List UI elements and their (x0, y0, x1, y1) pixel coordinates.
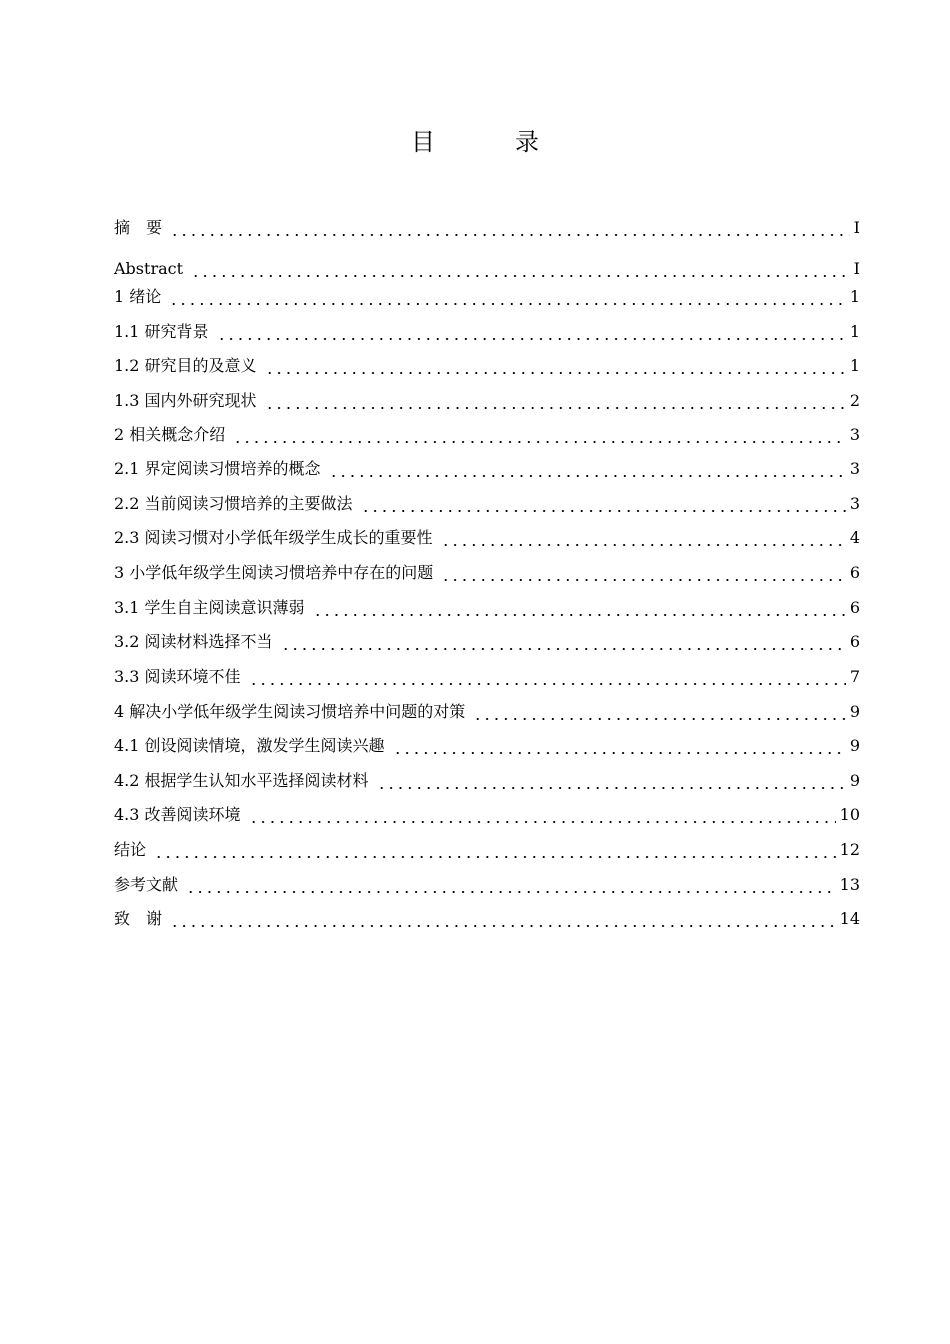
toc-entry[interactable] (114, 526, 860, 548)
dot-leader (281, 632, 846, 652)
toc-entry[interactable] (114, 665, 860, 687)
dot-leader (329, 459, 846, 479)
toc-entry[interactable] (114, 423, 860, 445)
toc-entry-label: 3.2 阅读材料选择不当 (114, 632, 273, 651)
dot-leader (265, 356, 846, 376)
toc-entry-page: 1 (849, 322, 860, 341)
dot-leader (377, 771, 846, 791)
dot-leader (249, 805, 836, 825)
toc-entry-label: 1.3 国内外研究现状 (114, 391, 257, 410)
dot-leader (249, 667, 846, 687)
toc-entry-label: 参考文献 (114, 875, 179, 894)
toc-entry-page: 10 (839, 805, 860, 824)
dot-leader (233, 425, 846, 445)
toc-entry-label: 1.1 研究背景 (114, 322, 209, 341)
toc-entry[interactable] (114, 457, 860, 479)
toc-entry-label: 摘 要 (114, 218, 163, 237)
toc-entry[interactable] (114, 734, 860, 756)
toc-entry[interactable] (114, 838, 860, 860)
toc-entry-page: 2 (849, 391, 860, 410)
toc-entry-label: 1 绪论 (114, 287, 162, 306)
dot-leader (313, 598, 846, 618)
toc-entry-page: 1 (849, 287, 860, 306)
toc-entry-page: 6 (849, 632, 860, 651)
toc-entry-page: 3 (849, 459, 860, 478)
toc-entry-page: 9 (849, 736, 860, 755)
toc-entry-label: 3.1 学生自主阅读意识薄弱 (114, 598, 305, 617)
toc-entry-page: 9 (849, 702, 860, 721)
toc-entry-page: 12 (839, 840, 860, 859)
toc-entry[interactable] (114, 354, 860, 376)
toc-entry[interactable] (114, 873, 860, 895)
dot-leader (361, 494, 846, 514)
toc-entry-label: 2 相关概念介绍 (114, 425, 226, 444)
toc-entry-page: 1 (849, 356, 860, 375)
toc-entry-page: 9 (849, 771, 860, 790)
toc-entry[interactable] (114, 630, 860, 652)
toc-entry[interactable] (114, 389, 860, 411)
toc-entry-label: 4.2 根据学生认知水平选择阅读材料 (114, 771, 369, 790)
dot-leader (217, 322, 846, 342)
dot-leader (393, 736, 846, 756)
dot-leader (154, 840, 836, 860)
toc-entry[interactable] (114, 216, 860, 238)
toc-entry[interactable] (114, 700, 860, 722)
toc-entry-label: 2.1 界定阅读习惯培养的概念 (114, 459, 321, 478)
page-title: 目 录 (411, 128, 567, 156)
toc-entry[interactable] (114, 257, 860, 279)
toc-entry[interactable] (114, 561, 860, 583)
dot-leader (191, 259, 850, 279)
toc-entry-label: 4.1 创设阅读情境，激发学生阅读兴趣 (114, 736, 385, 755)
toc-entry-page: 13 (839, 875, 860, 894)
toc-entry-label: 2.3 阅读习惯对小学低年级学生成长的重要性 (114, 528, 433, 547)
toc-entry[interactable] (114, 907, 860, 929)
toc-entry-page: 6 (849, 563, 860, 582)
toc-entry-label: 4 解决小学低年级学生阅读习惯培养中问题的对策 (114, 702, 466, 721)
toc-entry-label: 1.2 研究目的及意义 (114, 356, 257, 375)
toc-entry-label: 结论 (114, 840, 147, 859)
toc-entry-page: 6 (849, 598, 860, 617)
dot-leader (186, 875, 836, 895)
toc-entry[interactable] (114, 320, 860, 342)
toc-entry[interactable] (114, 492, 860, 514)
toc-entry-label: 2.2 当前阅读习惯培养的主要做法 (114, 494, 353, 513)
toc-entry-label: 3 小学低年级学生阅读习惯培养中存在的问题 (114, 563, 434, 582)
dot-leader (265, 391, 846, 411)
dot-leader (170, 218, 850, 238)
dot-leader (169, 287, 846, 307)
dot-leader (170, 909, 836, 929)
toc-entry-page: 14 (839, 909, 860, 928)
dot-leader (441, 563, 846, 583)
toc-entry-page: 3 (849, 494, 860, 513)
toc-entry-page: I (853, 259, 860, 278)
toc-entry-label: Abstract (114, 259, 184, 278)
toc-entry[interactable] (114, 769, 860, 791)
toc-entry[interactable] (114, 803, 860, 825)
toc-entry-page: I (853, 218, 860, 237)
toc-entry-label: 3.3 阅读环境不佳 (114, 667, 241, 686)
toc-entry-label: 4.3 改善阅读环境 (114, 805, 241, 824)
toc-entry-page: 3 (849, 425, 860, 444)
toc-entry-label: 致 谢 (114, 909, 163, 928)
toc-entry[interactable] (114, 596, 860, 618)
dot-leader (473, 702, 846, 722)
toc-entry-page: 7 (849, 667, 860, 686)
toc-entry[interactable] (114, 285, 860, 307)
dot-leader (441, 528, 846, 548)
toc-entry-page: 4 (849, 528, 860, 547)
